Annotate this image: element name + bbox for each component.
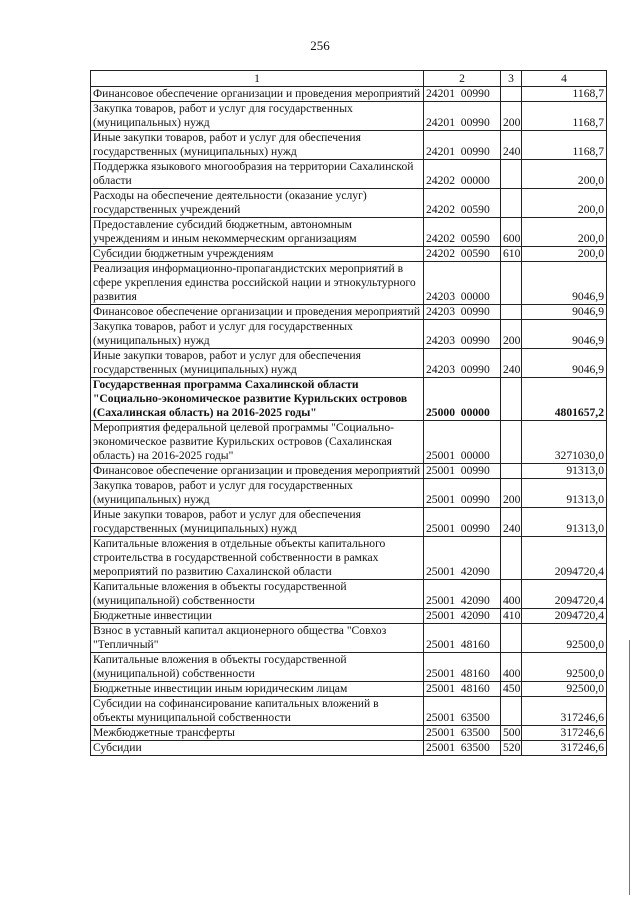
row-code-cell: 25001 00990 [424, 479, 501, 508]
row-code-cell: 24203 00990 [424, 320, 501, 349]
page-number: 256 [310, 38, 330, 53]
row-type-cell: 400 [501, 580, 522, 609]
table-row [91, 624, 607, 653]
row-code-cell: 25000 00000 [424, 378, 501, 421]
header-col-type: 3 [501, 71, 522, 87]
row-name-cell: Закупка товаров, работ и услуг для государственных (муниципальных) нужд [91, 102, 424, 131]
row-name-cell: Взнос в уставный капитал акционерного общества "Совхоз "Тепличный" [91, 624, 424, 653]
row-code-cell: 25001 63500 [424, 697, 501, 726]
table-row [91, 479, 607, 508]
row-code-cell: 25001 63500 [424, 741, 501, 756]
table-row [91, 697, 607, 726]
row-amount-cell: 1168,7 [522, 131, 607, 160]
row-amount-cell: 317246,6 [522, 741, 607, 756]
row-type-cell: 500 [501, 726, 522, 741]
row-amount-cell: 9046,9 [522, 262, 607, 305]
row-name-cell: Государственная программа Сахалинской области "Социально-экономическое развитие Курильских островов (Сахалинская область) на 2016-2025 годы" [91, 378, 424, 421]
row-amount-cell: 91313,0 [522, 508, 607, 537]
row-name-cell: Бюджетные инвестиции [91, 609, 424, 624]
row-name-cell: Капитальные вложения в объекты государственной (муниципальной) собственности [91, 580, 424, 609]
table-row [91, 131, 607, 160]
row-code-cell: 24203 00990 [424, 349, 501, 378]
row-amount-cell: 92500,0 [522, 653, 607, 682]
row-name-cell: Межбюджетные трансферты [91, 726, 424, 741]
row-type-cell: 410 [501, 609, 522, 624]
row-amount-cell: 200,0 [522, 189, 607, 218]
page-edge-line [629, 640, 630, 895]
row-code-cell: 25001 48160 [424, 682, 501, 697]
row-name-cell: Поддержка языкового многообразия на территории Сахалинской области [91, 160, 424, 189]
row-type-cell: 600 [501, 218, 522, 247]
row-amount-cell: 1168,7 [522, 87, 607, 102]
row-amount-cell: 9046,9 [522, 320, 607, 349]
table-row [91, 305, 607, 320]
row-type-cell [501, 160, 522, 189]
table-row [91, 741, 607, 756]
row-name-cell: Субсидии на софинансирование капитальных вложений в объекты муниципальной собственности [91, 697, 424, 726]
row-type-cell: 520 [501, 741, 522, 756]
row-amount-cell: 2094720,4 [522, 580, 607, 609]
row-code-cell: 25001 42090 [424, 609, 501, 624]
row-amount-cell: 4801657,2 [522, 378, 607, 421]
table-row [91, 320, 607, 349]
row-name-cell: Расходы на обеспечение деятельности (оказание услуг) государственных учреждений [91, 189, 424, 218]
table-row [91, 609, 607, 624]
row-name-cell: Иные закупки товаров, работ и услуг для обеспечения государственных (муниципальных) нужд [91, 349, 424, 378]
row-name-cell: Финансовое обеспечение организации и проведения мероприятий [91, 87, 424, 102]
row-code-cell: 24202 00000 [424, 160, 501, 189]
row-code-cell: 24202 00590 [424, 247, 501, 262]
row-type-cell: 610 [501, 247, 522, 262]
row-amount-cell: 200,0 [522, 247, 607, 262]
header-col-code: 2 [424, 71, 501, 87]
row-type-cell: 240 [501, 131, 522, 160]
budget-table [90, 70, 607, 756]
row-code-cell: 25001 42090 [424, 580, 501, 609]
row-name-cell: Закупка товаров, работ и услуг для государственных (муниципальных) нужд [91, 320, 424, 349]
row-code-cell: 24201 00990 [424, 87, 501, 102]
table-row [91, 421, 607, 464]
row-amount-cell: 92500,0 [522, 624, 607, 653]
table-row [91, 349, 607, 378]
row-amount-cell: 2094720,4 [522, 609, 607, 624]
row-type-cell [501, 87, 522, 102]
table-row [91, 102, 607, 131]
row-type-cell [501, 421, 522, 464]
row-amount-cell: 9046,9 [522, 349, 607, 378]
row-code-cell: 24201 00990 [424, 131, 501, 160]
row-type-cell [501, 305, 522, 320]
row-name-cell: Субсидии [91, 741, 424, 756]
table-row [91, 726, 607, 741]
table-row [91, 682, 607, 697]
row-code-cell: 24202 00590 [424, 189, 501, 218]
row-amount-cell: 317246,6 [522, 697, 607, 726]
row-name-cell: Капитальные вложения в отдельные объекты капитального строительства в государственной собственности в рамках мероприятий по развитию Сахалинской области [91, 537, 424, 580]
row-code-cell: 24203 00990 [424, 305, 501, 320]
table-row [91, 262, 607, 305]
row-amount-cell: 91313,0 [522, 479, 607, 508]
row-type-cell [501, 697, 522, 726]
row-name-cell: Мероприятия федеральной целевой программы "Социально-экономическое развитие Курильских островов (Сахалинская область) на 2016-2025 годы" [91, 421, 424, 464]
row-code-cell: 25001 00990 [424, 508, 501, 537]
row-type-cell [501, 464, 522, 479]
row-code-cell: 25001 48160 [424, 624, 501, 653]
row-type-cell: 400 [501, 653, 522, 682]
row-amount-cell: 2094720,4 [522, 537, 607, 580]
row-code-cell: 24201 00990 [424, 102, 501, 131]
row-type-cell [501, 189, 522, 218]
row-amount-cell: 200,0 [522, 218, 607, 247]
table-row [91, 508, 607, 537]
row-type-cell [501, 624, 522, 653]
row-type-cell: 200 [501, 320, 522, 349]
row-name-cell: Бюджетные инвестиции иным юридическим лицам [91, 682, 424, 697]
row-name-cell: Закупка товаров, работ и услуг для государственных (муниципальных) нужд [91, 479, 424, 508]
table-row [91, 87, 607, 102]
row-type-cell: 200 [501, 102, 522, 131]
row-amount-cell: 1168,7 [522, 102, 607, 131]
row-code-cell: 24203 00000 [424, 262, 501, 305]
row-amount-cell: 3271030,0 [522, 421, 607, 464]
row-amount-cell: 91313,0 [522, 464, 607, 479]
table-row [91, 580, 607, 609]
row-code-cell: 25001 00990 [424, 464, 501, 479]
row-name-cell: Иные закупки товаров, работ и услуг для обеспечения государственных (муниципальных) нужд [91, 131, 424, 160]
table-row [91, 160, 607, 189]
row-amount-cell: 9046,9 [522, 305, 607, 320]
table-header-row [91, 71, 607, 87]
row-amount-cell: 92500,0 [522, 682, 607, 697]
row-name-cell: Иные закупки товаров, работ и услуг для обеспечения государственных (муниципальных) нужд [91, 508, 424, 537]
table-row [91, 537, 607, 580]
table-row [91, 189, 607, 218]
row-code-cell: 25001 48160 [424, 653, 501, 682]
table-row [91, 378, 607, 421]
table-row [91, 653, 607, 682]
row-name-cell: Финансовое обеспечение организации и проведения мероприятий [91, 464, 424, 479]
table-row [91, 218, 607, 247]
header-col-amount: 4 [522, 71, 607, 87]
row-type-cell: 240 [501, 349, 522, 378]
row-amount-cell: 200,0 [522, 160, 607, 189]
row-name-cell: Реализация информационно-пропагандистских мероприятий в сфере укрепления единства российской нации и этнокультурного развития [91, 262, 424, 305]
row-code-cell: 25001 63500 [424, 726, 501, 741]
row-name-cell: Капитальные вложения в объекты государственной (муниципальной) собственности [91, 653, 424, 682]
row-type-cell: 450 [501, 682, 522, 697]
row-type-cell [501, 537, 522, 580]
row-name-cell: Финансовое обеспечение организации и проведения мероприятий [91, 305, 424, 320]
row-code-cell: 25001 42090 [424, 537, 501, 580]
row-name-cell: Субсидии бюджетным учреждениям [91, 247, 424, 262]
header-col-name: 1 [91, 71, 424, 87]
table-row [91, 464, 607, 479]
table-row [91, 247, 607, 262]
row-type-cell [501, 378, 522, 421]
row-code-cell: 24202 00590 [424, 218, 501, 247]
row-type-cell [501, 262, 522, 305]
row-type-cell: 240 [501, 508, 522, 537]
row-amount-cell: 317246,6 [522, 726, 607, 741]
row-type-cell: 200 [501, 479, 522, 508]
row-code-cell: 25001 00000 [424, 421, 501, 464]
row-name-cell: Предоставление субсидий бюджетным, автономным учреждениям и иным некоммерческим организациям [91, 218, 424, 247]
